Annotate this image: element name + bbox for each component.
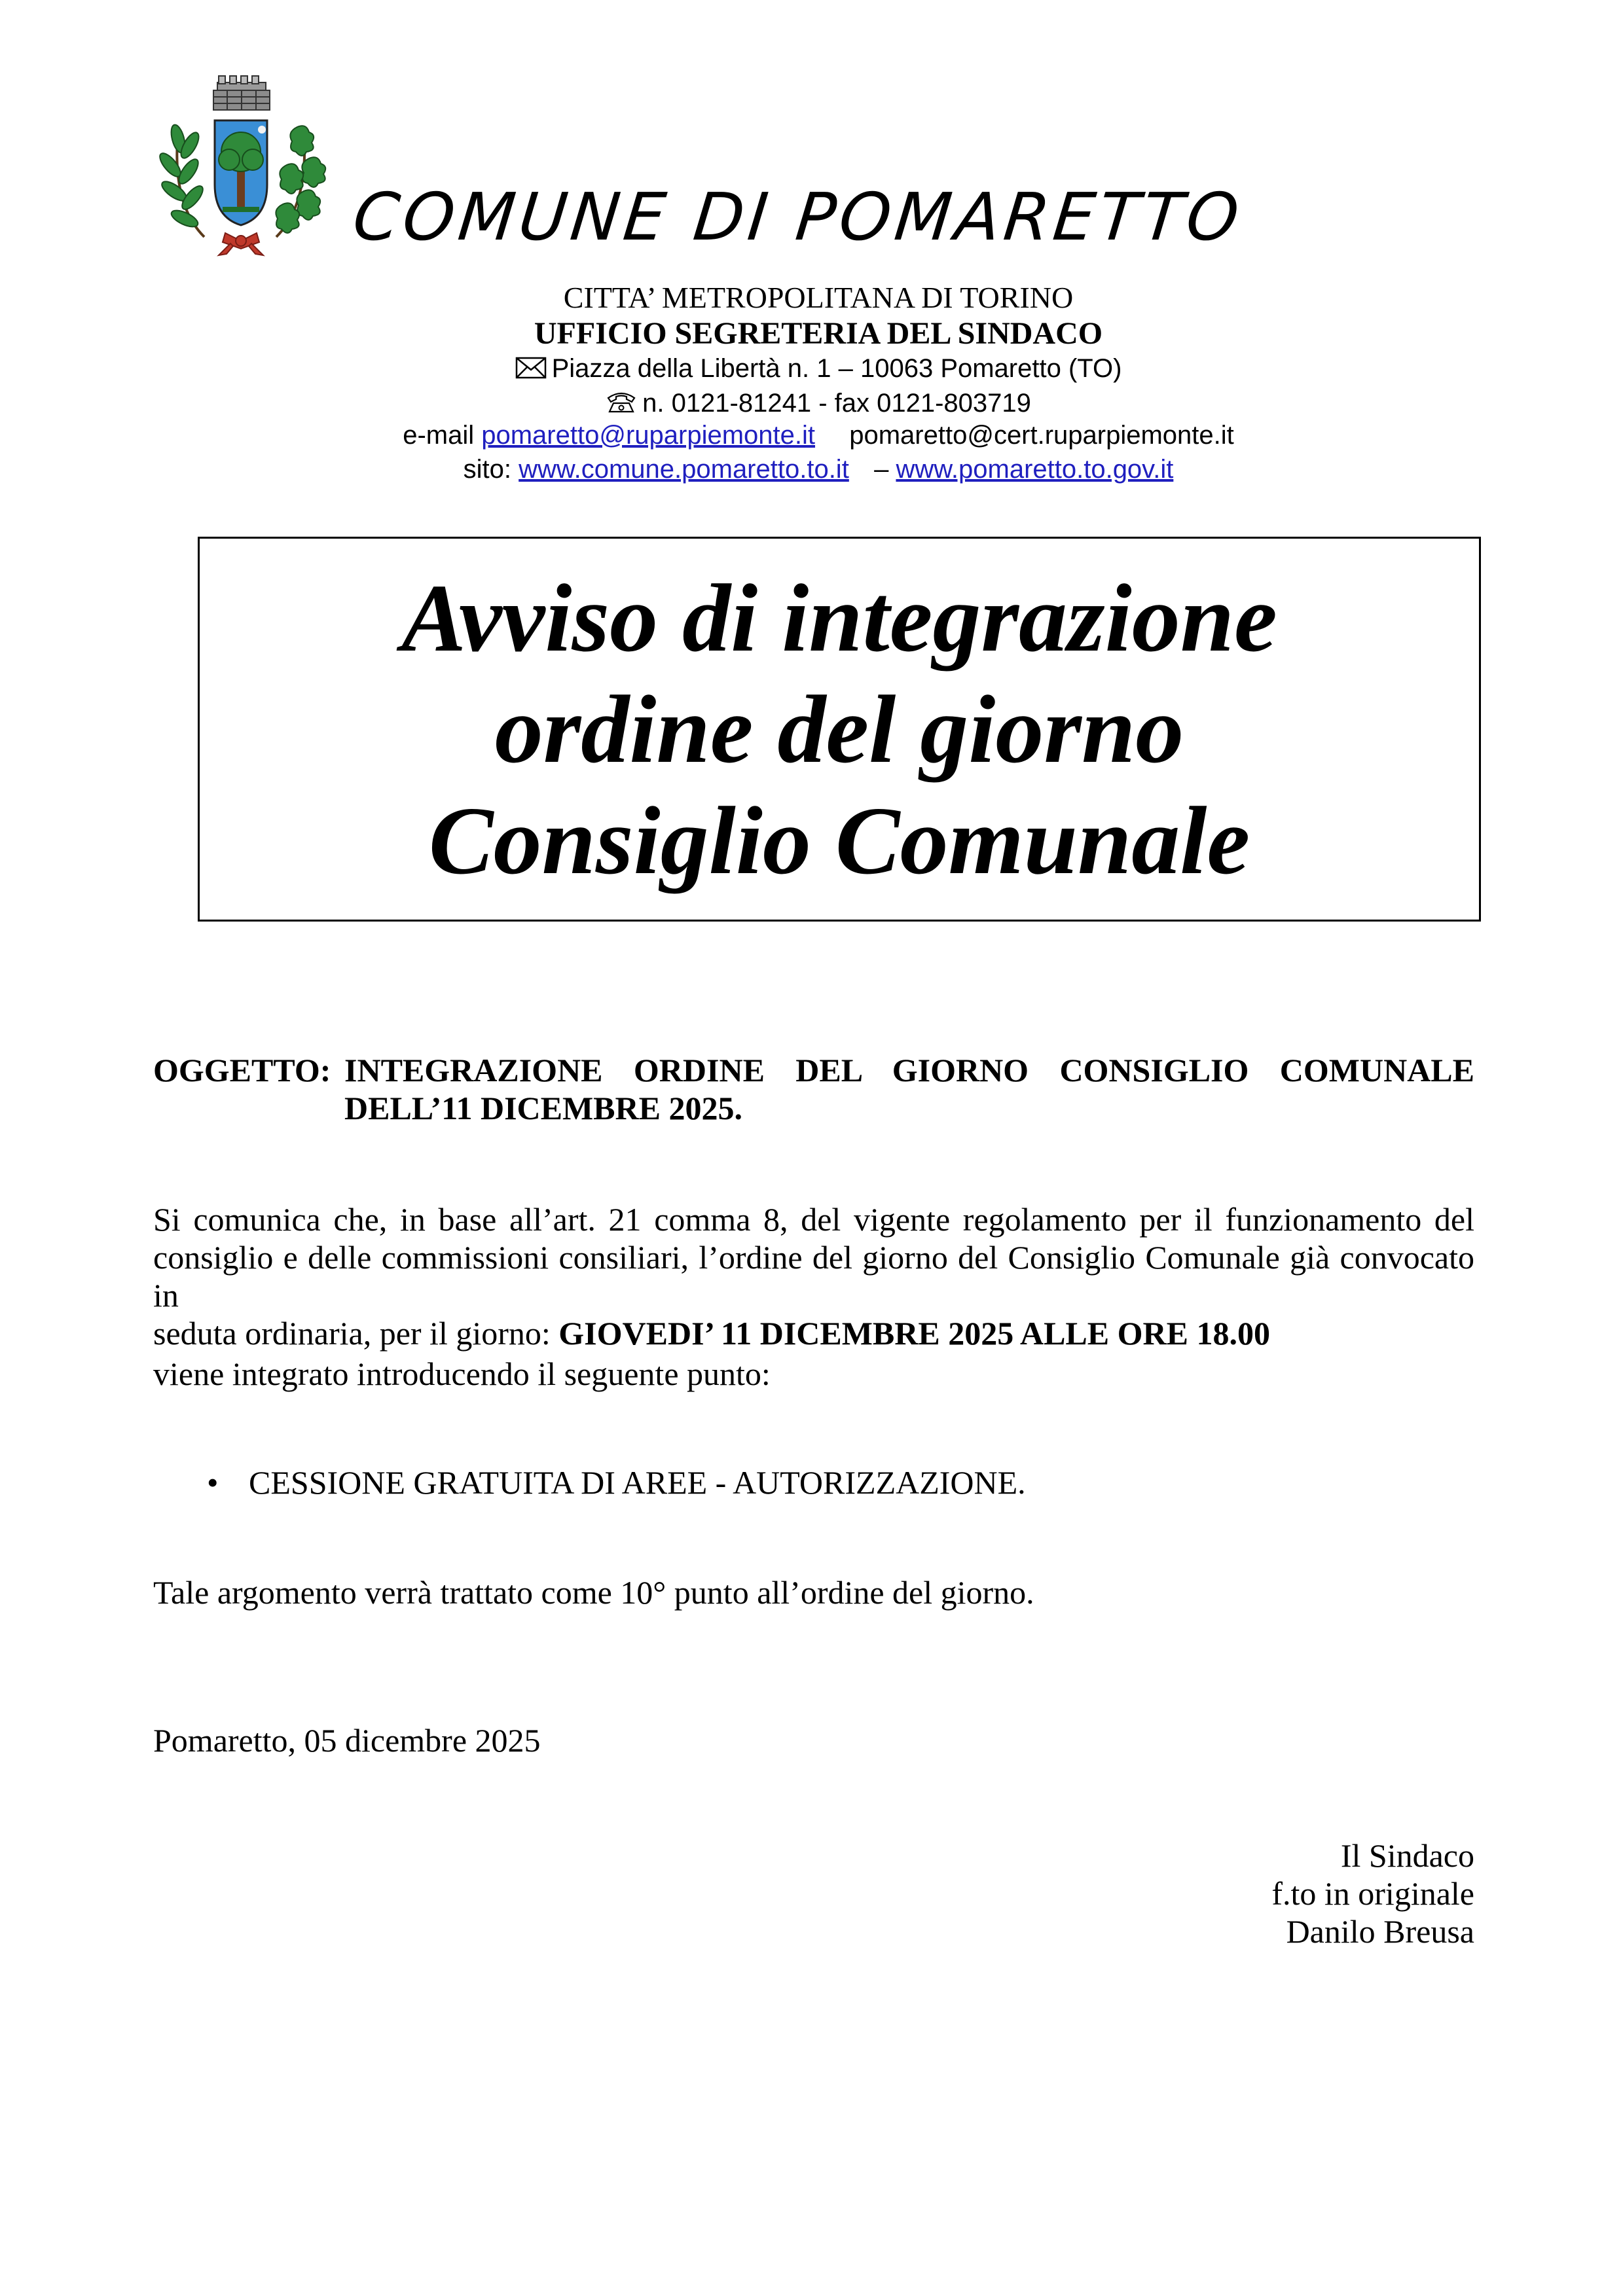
envelope-icon [515, 357, 547, 379]
site-label: sito: [463, 455, 512, 484]
website-link-comune[interactable]: www.comune.pomaretto.to.it [519, 455, 849, 484]
metropolitan-city-line: CITTA’ METROPOLITANA DI TORINO [563, 281, 1074, 314]
subject-label: OGGETTO: [153, 1052, 331, 1088]
website-line [367, 455, 1270, 484]
meeting-date-time: GIOVEDI’ 11 DICEMBRE 2025 ALLE ORE 18.00 [558, 1315, 1270, 1352]
crown-icon [213, 76, 270, 110]
signature-block [1048, 1837, 1474, 1950]
phone-line [367, 389, 1270, 418]
municipality-title: COMUNE DI POMARETTO [349, 179, 1247, 255]
email-label: e-mail [403, 421, 475, 450]
notice-title-line-2: ordine del giorno [494, 676, 1184, 783]
place-and-date: Pomaretto, 05 dicembre 2025 [153, 1722, 541, 1759]
oak-branch-icon [276, 126, 325, 237]
paragraph-line-1: Si comunica che, in base all’art. 21 comma 8, del vigente regolamento per il funzionamento del [153, 1201, 1474, 1238]
notice-title-line-1: Avviso di integrazione [401, 565, 1277, 672]
site-separator: – [874, 455, 889, 484]
signature-role: Il Sindaco [1340, 1837, 1474, 1874]
shield-icon [215, 120, 267, 225]
website-link-gov[interactable]: www.pomaretto.to.gov.it [896, 455, 1174, 484]
bullet-icon: • [207, 1464, 219, 1501]
signature-name: Danilo Breusa [1286, 1913, 1474, 1950]
communication-paragraph [153, 1200, 1474, 1352]
paragraph-line-2: consiglio e delle commissioni consiliari, l’ordine del giorno del Consiglio Comunale già convocato in [153, 1239, 1474, 1314]
subject-line-2: DELL’11 DICEMBRE 2025. [344, 1090, 742, 1126]
pec-address: pomaretto@cert.ruparpiemonte.it [849, 421, 1234, 450]
subject-text [344, 1051, 1474, 1127]
address-line [367, 354, 1270, 384]
integration-intro: viene integrato introducendo il seguente punto: [153, 1355, 771, 1392]
ribbon-icon [219, 233, 263, 255]
notice-title-box [198, 537, 1481, 922]
office-name: UFFICIO SEGRETERIA DEL SINDACO [534, 316, 1103, 351]
signature-note: f.to in originale [1271, 1875, 1474, 1912]
municipal-crest-icon [152, 73, 329, 257]
laurel-branch-icon [156, 123, 206, 237]
email-link[interactable]: pomaretto@ruparpiemonte.it [481, 421, 815, 450]
paragraph-line-3: seduta ordinaria, per il giorno: [153, 1315, 559, 1352]
agenda-position-note: Tale argomento verrà trattato come 10° punto all’ordine del giorno. [153, 1574, 1034, 1611]
telephone-icon [606, 390, 637, 414]
agenda-item: CESSIONE GRATUITA DI AREE - AUTORIZZAZIONE. [249, 1464, 1026, 1501]
address-text: Piazza della Libertà n. 1 – 10063 Pomaretto (TO) [551, 354, 1122, 383]
notice-title-line-3: Consiglio Comunale [428, 787, 1250, 895]
email-line [367, 421, 1270, 450]
phone-text: n. 0121-81241 - fax 0121-803719 [642, 389, 1031, 418]
subject-line-1: INTEGRAZIONE ORDINE DEL GIORNO CONSIGLIO COMUNALE [344, 1052, 1474, 1088]
